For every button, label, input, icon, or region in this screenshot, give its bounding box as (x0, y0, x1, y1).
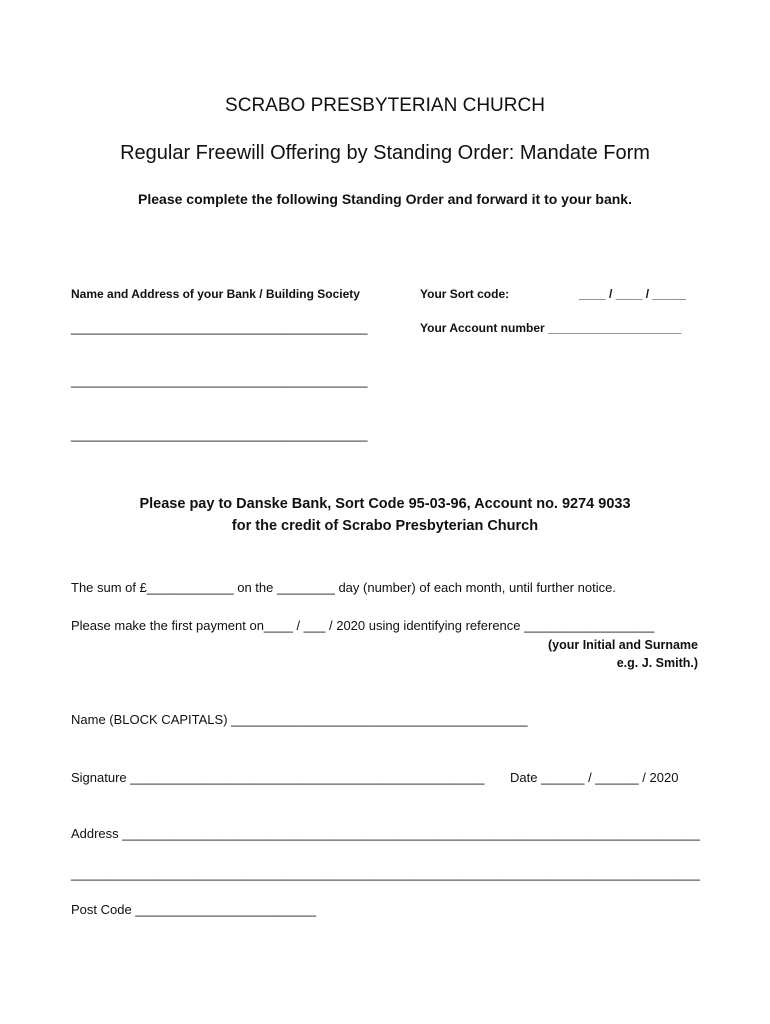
signature-field[interactable]: Signature _________________________________________________ (71, 770, 485, 785)
first-payment-field[interactable]: Please make the first payment on____ / ___ / 2020 using identifying reference __________________ (71, 618, 655, 633)
bank-address-line-2[interactable]: _________________________________________ (71, 373, 368, 388)
payee-line-2: for the credit of Scrabo Presbyterian Church (231, 518, 539, 534)
name-field[interactable]: Name (BLOCK CAPITALS) _________________________________________ (71, 712, 528, 727)
account-number-field[interactable]: Your Account number ____________________ (420, 321, 682, 335)
postcode-field[interactable]: Post Code _________________________ (71, 902, 317, 917)
instruction-text: Please complete the following Standing Order and forward it to your bank. (138, 191, 632, 207)
date-field[interactable]: Date ______ / ______ / 2020 (510, 770, 679, 785)
church-name: SCRABO PRESBYTERIAN CHURCH (225, 95, 545, 116)
address-field-line-2[interactable]: _____________________________________________________________________________________________ (71, 866, 700, 881)
sort-code-label: Your Sort code: (420, 287, 510, 301)
bank-address-line-1[interactable]: _________________________________________ (71, 320, 368, 335)
form-title: Regular Freewill Offering by Standing Order: Mandate Form (120, 142, 650, 164)
bank-name-label: Name and Address of your Bank / Building Society (71, 287, 360, 301)
reference-note-1: (your Initial and Surname (547, 638, 698, 652)
reference-note-2: e.g. J. Smith.) (616, 656, 698, 670)
sort-code-field[interactable]: ____ / ____ / _____ (579, 287, 686, 301)
bank-address-line-3[interactable]: _________________________________________ (71, 427, 368, 442)
address-field[interactable]: Address ________________________________________________________________________________ (71, 826, 700, 841)
payee-line-1: Please pay to Danske Bank, Sort Code 95-03-96, Account no. 9274 9033 (139, 496, 631, 512)
sum-field[interactable]: The sum of £____________ on the ________ day (number) of each month, until further notice. (71, 580, 616, 595)
